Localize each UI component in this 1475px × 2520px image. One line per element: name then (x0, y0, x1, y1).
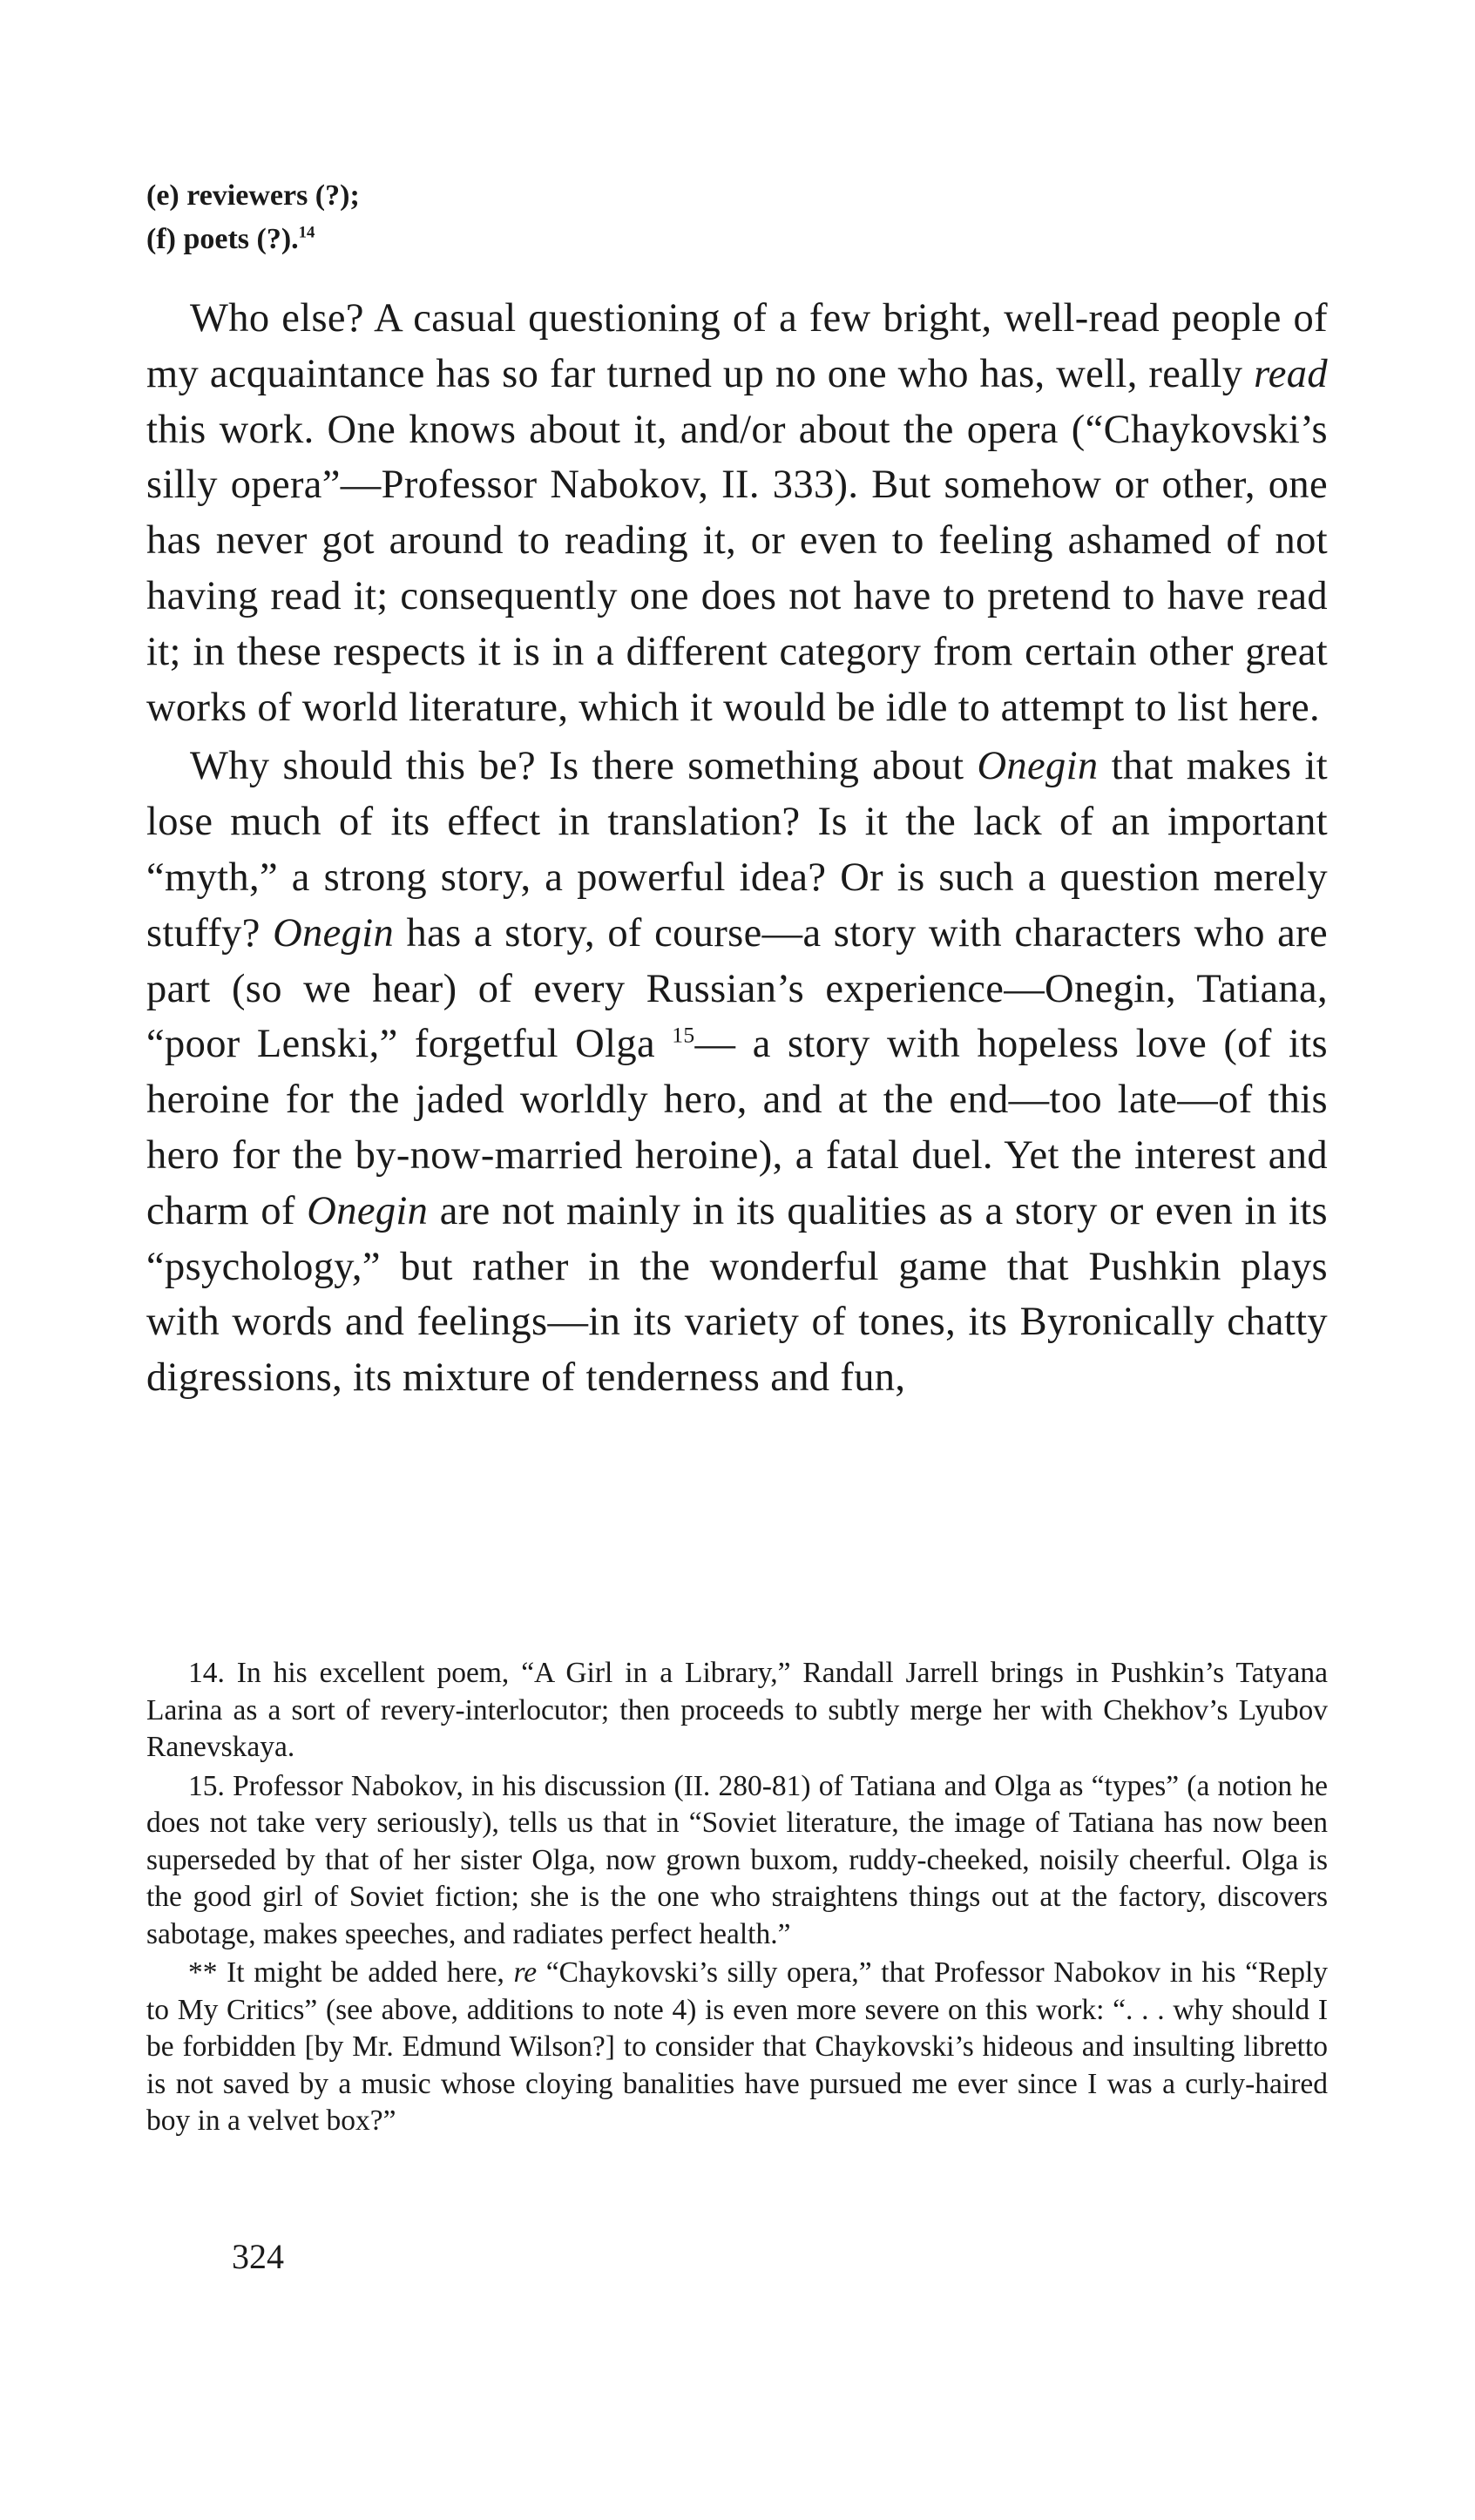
paragraph-2-text-b: that makes it lose much of its effect in translation? Is it the lack of an important “myth,” a strong story, a powerful idea? Or is such a question merely stuffy? (146, 744, 1328, 956)
list-item-e: (e) reviewers (?); (146, 179, 360, 212)
paragraph-1-emphasis: read (1254, 351, 1328, 396)
list-item-f-label: (f) poets (?). (146, 223, 299, 255)
paragraph-1 (146, 291, 1328, 735)
paragraph-2-title-3: Onegin (307, 1188, 429, 1233)
footnote-15: 15. Professor Nabokov, in his discussion (II. 280-81) of Tatiana and Olga as “types” (a notion he does not take very seriously), tells us that in “Soviet literature, the image of Tatiana has now been superseded by that of her sister Olga, now grown buxom, ruddy-cheeked, noisily cheerful. Olga is the good girl of Soviet fiction; she is the one who straightens things out at the factory, discovers sabotage, makes speeches, and radiates perfect health.” (146, 1769, 1328, 1950)
paragraph-2-text-a: Why should this be? Is there something about (190, 744, 978, 789)
footnote-addendum-emphasis: re (513, 1956, 538, 1989)
list-item-f (146, 218, 1328, 261)
enumerated-list (146, 174, 1328, 261)
main-text (146, 291, 1328, 1406)
page-body (146, 174, 1328, 1406)
page-number: 324 (232, 2237, 284, 2276)
paragraph-2-title-1: Onegin (977, 744, 1099, 789)
footnote-addendum-text-b: “Chaykovski’s silly opera,” that Professor Nabokov in his “Reply to My Critics” (see above, additions to note 4) is even more severe on this work: “. . . why should I be forbidden [by Mr. Edmund Wilson?] to consider that Chaykovski’s hideous and insulting libretto is not saved by a music whose cloying banalities have pursued me ever since I was a curly-haired boy in a velvet box?” (146, 1956, 1329, 2137)
footnotes (146, 1655, 1328, 2140)
paragraph-2-title-2: Onegin (273, 910, 395, 956)
paragraph-2 (146, 739, 1328, 1406)
paragraph-2-text-d: — a story with hopeless love (of its heroine for the jaded worldly hero, and at the end—too late—of this hero for the by-now-married heroine), a fatal duel. Yet the interest and charm of (146, 1022, 1328, 1233)
footnote-14: 14. In his excellent poem, “A Girl in a Library,” Randall Jarrell brings in Pushkin’s Tatyana Larina as a sort of revery-interlocutor; then proceeds to subtly merge her with Chekhov’s Lyubov Ranevskaya. (146, 1657, 1328, 1763)
paragraph-2-text-c: has a story, of course—a story with characters who are part (so we hear) of every Russian’s experience—Onegin, Tatiana, “poor Lenski,” forgetful Olga (146, 910, 1328, 1067)
footnote-addendum-text-a: ** It might be added here, (188, 1956, 514, 1989)
footnote-ref-14[interactable]: 14 (298, 223, 315, 242)
footnote-addendum (146, 1955, 1328, 2140)
paragraph-1-text-a: Who else? A casual questioning of a few bright, well-read people of my acquaintance has so far turned up no one who has, well, really (146, 296, 1328, 396)
paragraph-2-text-e: are not mainly in its qualities as a story or even in its “psychology,” but rather in the wonderful game that Pushkin plays with words and feelings—in its variety of tones, its Byronically chatty digressions, its mixture of tenderness and fun, (146, 1188, 1328, 1401)
paragraph-1-text-b: this work. One knows about it, and/or about the opera (“Chaykovski’s silly opera”—Professor Nabokov, II. 333). But somehow or other, one has never got around to reading it, or even to feeling ashamed of not having read it; consequently one does not have to pretend to have read it; in these respects it is in a different category from certain other great works of world literature, which it would be idle to attempt to list here. (146, 407, 1328, 730)
footnote-ref-15[interactable]: 15 (672, 1022, 695, 1048)
